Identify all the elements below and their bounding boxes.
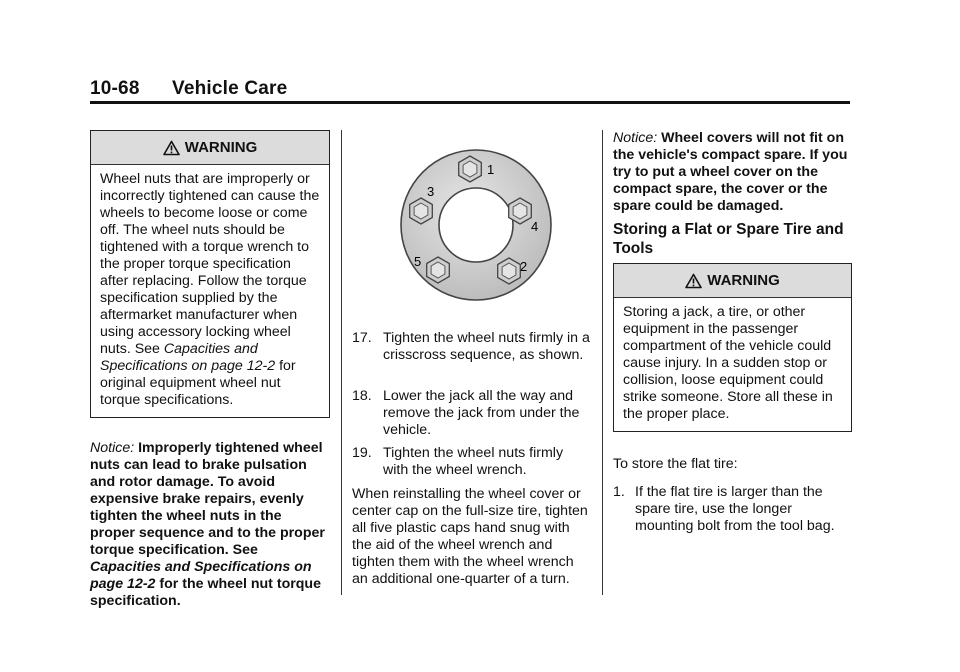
step-number: 17. xyxy=(352,330,372,346)
wheel-nut-3 xyxy=(410,198,433,224)
column-divider-2 xyxy=(602,130,603,595)
notice-paragraph xyxy=(90,440,330,610)
warning-header xyxy=(614,264,851,298)
wheel-nut-sequence-diagram xyxy=(394,145,564,310)
wheel-nut-4 xyxy=(509,198,532,224)
step-number: 19. xyxy=(352,445,372,461)
wheel-nut-1 xyxy=(459,156,482,182)
notice-text-tail: for the wheel nut torque specification. xyxy=(90,576,321,609)
warning-title: WARNING xyxy=(184,139,258,156)
warning-body xyxy=(91,165,329,417)
warning-triangle-icon xyxy=(163,140,180,156)
step-19 xyxy=(352,445,592,479)
warning-text: Wheel nuts that are improperly or incorrectly tightened can cause the wheels to become loose or come off. The wheel nuts should be tightened with a torque wrench to the proper torque specification after replacing. Follow the torque specification supplied by the aftermarket manufacturer when using accessory locking wheel nuts. See xyxy=(100,171,320,357)
step-number: 18. xyxy=(352,388,372,404)
wheel-nut-2 xyxy=(498,258,521,284)
warning-box-2 xyxy=(613,263,852,432)
step-text: Lower the jack all the way and remove the jack from under the vehicle. xyxy=(383,388,580,438)
page-title: Vehicle Care xyxy=(172,78,288,99)
nut-label-3: 3 xyxy=(427,184,435,199)
step-number: 1. xyxy=(613,484,625,500)
right-notice-paragraph xyxy=(613,130,853,215)
page-number: 10-68 xyxy=(90,78,140,99)
store-step-1 xyxy=(613,484,853,535)
warning-text-tail: for original equipment wheel nut torque specifications. xyxy=(100,358,296,408)
warning-reference-link[interactable]: Capacities and Specifications on page 12-2 xyxy=(100,341,276,374)
wheel-nut-5 xyxy=(427,257,450,283)
warning-title: WARNING xyxy=(707,272,780,289)
step-text: If the flat tire is larger than the spare tire, use the longer mounting bolt from the tool bag. xyxy=(635,484,835,534)
column-divider-1 xyxy=(341,130,342,595)
notice-label: Notice: xyxy=(613,130,658,146)
wheel-hub-hole xyxy=(439,188,513,262)
notice-label: Notice: xyxy=(90,440,135,456)
warning-box xyxy=(90,130,330,418)
warning-header xyxy=(91,131,329,165)
section-heading: Storing a Flat or Spare Tire and Tools xyxy=(613,221,844,257)
nut-label-5: 5 xyxy=(414,254,422,269)
wheel-cover-paragraph: When reinstalling the wheel cover or center cap on the full-size tire, tighten all five plastic caps hand snug with the aid of the wheel wrench and tighten them with the wheel wrench an additional one-quarter of a turn. xyxy=(352,486,588,587)
nut-label-4: 4 xyxy=(531,219,539,234)
step-17 xyxy=(352,330,592,364)
header-rule xyxy=(90,101,850,104)
nut-label-1: 1 xyxy=(487,162,495,177)
left-column xyxy=(90,130,330,610)
notice-text: Wheel covers will not fit on the vehicle's compact spare. If you try to put a wheel cover on the compact spare, the cover or the spare could be damaged. xyxy=(613,130,848,214)
page-header xyxy=(90,78,287,100)
store-intro: To store the flat tire: xyxy=(613,456,738,472)
warning-body: Storing a jack, a tire, or other equipment in the passenger compartment of the vehicle could cause injury. In a sudden stop or collision, loose equipment could strike someone. Store all these in the proper place. xyxy=(623,304,833,422)
nut-label-2: 2 xyxy=(520,259,528,274)
notice-reference-link[interactable]: Capacities and Specifications on page 12-2 xyxy=(90,559,312,592)
step-text: Tighten the wheel nuts firmly with the wheel wrench. xyxy=(383,445,564,478)
warning-triangle-icon xyxy=(685,273,702,289)
step-text: Tighten the wheel nuts firmly in a crisscross sequence, as shown. xyxy=(383,330,590,363)
step-18 xyxy=(352,388,592,439)
notice-text: Improperly tightened wheel nuts can lead to brake pulsation and rotor damage. To avoid expensive brake repairs, evenly tighten the wheel nuts in the proper sequence and to the proper torque specification. See xyxy=(90,440,325,558)
